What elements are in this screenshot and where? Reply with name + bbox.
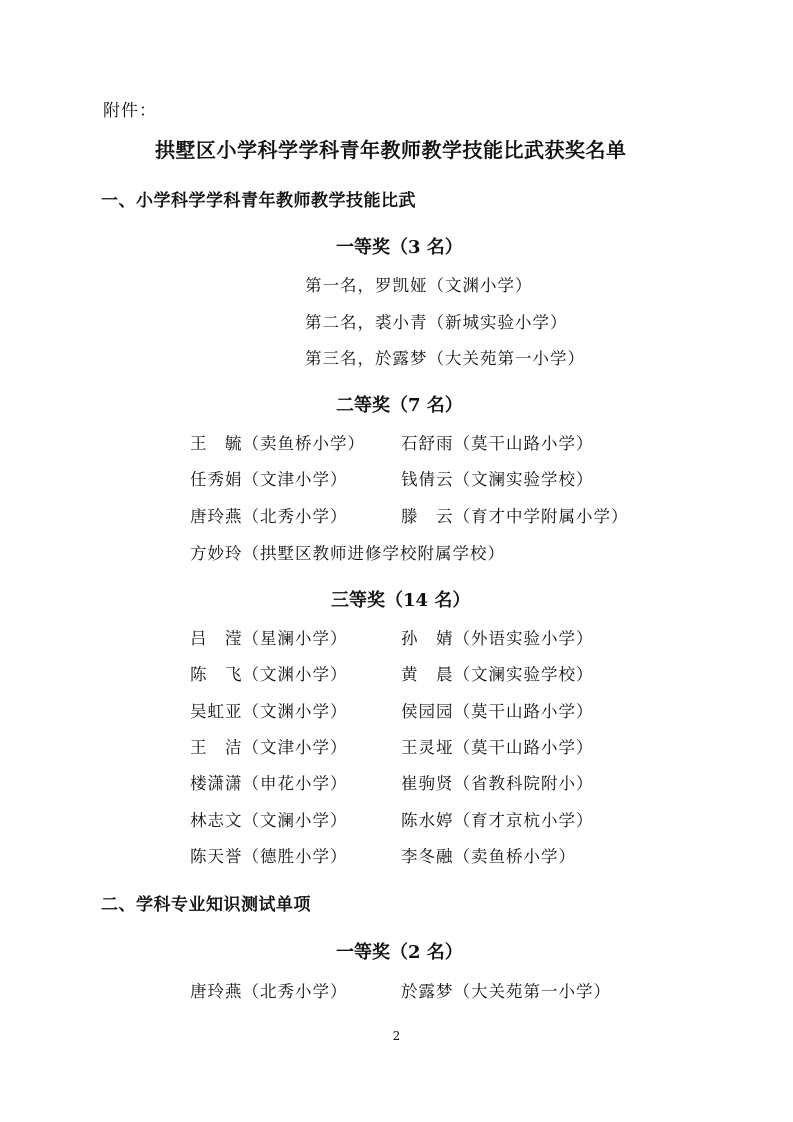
third-prize-entry-left: 吴虹亚（文渊小学） bbox=[190, 702, 348, 721]
third-prize-entry-right: 黄 晨（文澜实验学校） bbox=[401, 665, 594, 684]
third-prize-entry-right: 李冬融（卖鱼桥小学） bbox=[401, 847, 576, 866]
second-prize-entry-right: 石舒雨（莫干山路小学） bbox=[401, 434, 594, 453]
second-prize-entry-left: 唐玲燕（北秀小学） bbox=[190, 507, 348, 526]
third-prize-entry-left: 吕 滢（星澜小学） bbox=[190, 629, 348, 648]
third-prize-entry-right: 王灵垭（莫干山路小学） bbox=[401, 738, 594, 757]
third-prize-entry-left: 楼潇潇（申花小学） bbox=[190, 774, 348, 793]
first-prize-entry: 第二名，裘小青（新城实验小学） bbox=[305, 313, 568, 332]
third-prize-entry-left: 陈 飞（文渊小学） bbox=[190, 665, 348, 684]
second-prize-entry-right: 钱倩云（文澜实验学校） bbox=[401, 470, 594, 489]
third-prize-entry-right: 崔驹贤（省教科院附小） bbox=[401, 774, 594, 793]
second-prize-entry-left: 任秀娟（文津小学） bbox=[190, 470, 348, 489]
section-2-first-prize-heading: 一等奖（2 名） bbox=[336, 942, 463, 963]
second-prize-entry-full: 方妙玲（拱墅区教师进修学校附属学校） bbox=[190, 544, 505, 563]
second-prize-heading: 二等奖（7 名） bbox=[336, 395, 463, 416]
third-prize-entry-right: 侯园园（莫干山路小学） bbox=[401, 702, 594, 721]
first-prize-heading: 一等奖（3 名） bbox=[336, 237, 463, 258]
second-prize-entry-right: 滕 云（育才中学附属小学） bbox=[401, 507, 629, 526]
third-prize-entry-right: 孙 婧（外语实验小学） bbox=[401, 629, 594, 648]
third-prize-entry-left: 王 洁（文津小学） bbox=[190, 738, 348, 757]
second-prize-entry-left: 王 毓（卖鱼桥小学） bbox=[190, 434, 365, 453]
section-2-heading: 二、学科专业知识测试单项 bbox=[101, 895, 311, 915]
first-prize-entry: 第一名，罗凯娅（文渊小学） bbox=[305, 276, 533, 295]
third-prize-heading: 三等奖（14 名） bbox=[331, 590, 471, 611]
document-title: 拱墅区小学科学学科青年教师教学技能比武获奖名单 bbox=[155, 138, 627, 162]
attachment-label: 附件： bbox=[103, 101, 157, 121]
section-2-entry-left: 唐玲燕（北秀小学） bbox=[190, 982, 348, 1001]
first-prize-entry: 第三名，於露梦（大关苑第一小学） bbox=[305, 349, 585, 368]
third-prize-entry-left: 林志文（文澜小学） bbox=[190, 811, 348, 830]
third-prize-entry-right: 陈水婷（育才京杭小学） bbox=[401, 811, 594, 830]
third-prize-entry-left: 陈天誉（德胜小学） bbox=[190, 847, 348, 866]
section-1-heading: 一、小学科学学科青年教师教学技能比武 bbox=[101, 191, 416, 211]
page-number: 2 bbox=[392, 1029, 401, 1043]
section-2-entry-right: 於露梦（大关苑第一小学） bbox=[401, 982, 611, 1001]
